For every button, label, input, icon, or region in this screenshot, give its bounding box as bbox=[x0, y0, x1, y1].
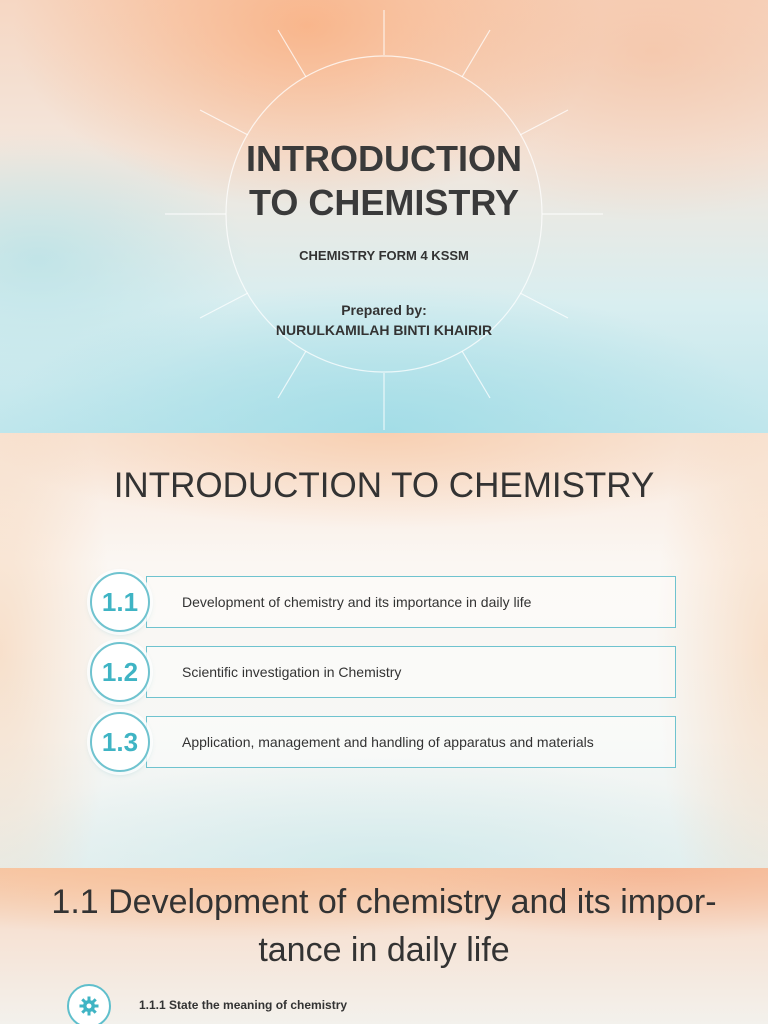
gear-icon bbox=[67, 984, 111, 1024]
presentation-subtitle: CHEMISTRY FORM 4 KSSM bbox=[299, 248, 469, 263]
topic-item bbox=[102, 716, 674, 768]
topic-text: Development of chemistry and its importance in daily life bbox=[182, 594, 532, 610]
section-title-line-2: tance in daily life bbox=[258, 931, 510, 969]
author-name: NURULKAMILAH BINTI KHAIRIR bbox=[275, 322, 493, 338]
section-title-line-1: 1.1 Development of chemistry and its impor- bbox=[51, 883, 717, 921]
topic-number-badge: 1.2 bbox=[90, 642, 150, 702]
topic-text: Application, management and handling of apparatus and materials bbox=[182, 734, 594, 750]
section-slide bbox=[0, 868, 768, 1024]
objective-text: 1.1.1 State the meaning of chemistry bbox=[139, 998, 348, 1012]
prepared-by-block bbox=[0, 300, 768, 340]
title-line-2: TO CHEMISTRY bbox=[248, 182, 520, 223]
contents-slide bbox=[0, 433, 768, 868]
title-slide bbox=[0, 0, 768, 433]
topic-number-badge: 1.1 bbox=[90, 572, 150, 632]
section-title bbox=[0, 878, 768, 974]
topic-item bbox=[102, 646, 674, 698]
topic-text: Scientific investigation in Chemistry bbox=[182, 664, 402, 680]
title-line-1: INTRODUCTION bbox=[246, 138, 522, 179]
prepared-by-label: Prepared by: bbox=[341, 302, 427, 318]
topic-item bbox=[102, 576, 674, 628]
contents-title: INTRODUCTION TO CHEMISTRY bbox=[113, 466, 655, 505]
objective-item bbox=[67, 982, 667, 1024]
presentation-title bbox=[0, 137, 768, 225]
topic-number-badge: 1.3 bbox=[90, 712, 150, 772]
